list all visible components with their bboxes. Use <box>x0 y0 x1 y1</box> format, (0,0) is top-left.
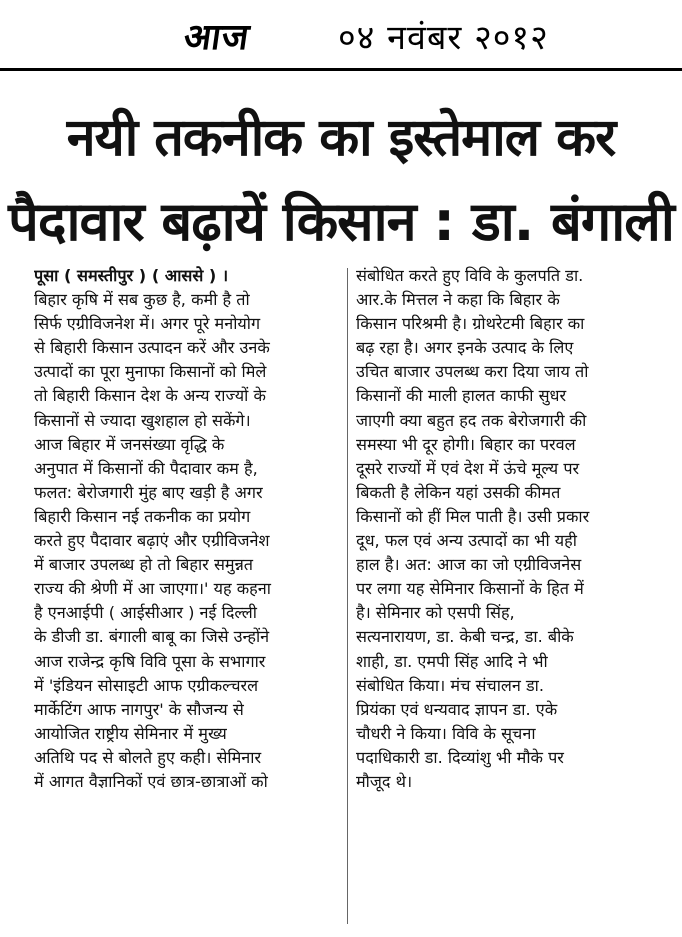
article-line: उत्पादों का पूरा मुनाफा किसानों को मिले <box>34 362 267 382</box>
article-line: दूसरे राज्यों में एवं देश में ऊंचे मूल्य पर <box>356 458 580 478</box>
article-line: पूसा ( समस्तीपुर ) ( आससे ) । <box>34 266 229 285</box>
article-line: सिर्फ एग्रीविजनेश में। अगर पूरे मनोयोग <box>34 314 261 334</box>
article-line: किसान परिश्रमी है। ग्रोथरेटमी बिहार का <box>356 314 585 334</box>
article-line: अतिथि पद से बोलते हुए कही। सेमिनार <box>34 747 262 767</box>
article-line: तो बिहारी किसान देश के अन्य राज्यों के <box>34 386 266 406</box>
article-line: आज बिहार में जनसंख्या वृद्धि के <box>34 434 225 454</box>
article-line: हाल है। अत: आज का जो एग्रीविजनेस <box>356 555 582 575</box>
article-line: उचित बाजार उपलब्ध करा दिया जाय तो <box>356 362 589 382</box>
column-divider <box>347 268 348 924</box>
article-line: में आगत वैज्ञानिकों एवं छात्र-छात्राओं को <box>34 771 268 791</box>
newspaper-logo: आज <box>181 17 253 58</box>
article-line: से बिहारी किसान उत्पादन करें और उनके <box>34 338 270 358</box>
article-line: जाएगी क्या बहुत हद तक बेरोजगारी की <box>356 410 587 430</box>
article-line: करते हुए पैदावार बढ़ाएं और एग्रीविजनेश <box>34 531 270 551</box>
article-line: चौधरी ने किया। विवि के सूचना <box>356 723 536 743</box>
article-line: बिहार कृषि में सब कुछ है, कमी है तो <box>34 290 250 310</box>
article-line: है एनआईपी ( आईसीआर ) नई दिल्ली <box>34 603 257 623</box>
article-line: दूध, फल एवं अन्य उत्पादों का भी यही <box>356 531 577 551</box>
article-line: किसानों को हीं मिल पाती है। उसी प्रकार <box>356 506 590 526</box>
article-line: फलत: बेरोजगारी मुंह बाए खड़ी है अगर <box>34 482 263 502</box>
article-line: सत्यनारायण, डा. केबी चन्द्र, डा. बीके <box>356 627 574 647</box>
article-line: में बाजार उपलब्ध हो तो बिहार समुन्नत <box>34 555 254 575</box>
article-line: बिकती है लेकिन यहां उसकी कीमत <box>356 482 561 502</box>
article-line: शाही, डा. एमपी सिंह आदि ने भी <box>356 651 548 671</box>
article-line: आयोजित राष्ट्रीय सेमिनार में मुख्य <box>34 723 227 743</box>
article-column-right <box>356 264 672 794</box>
article-line: मार्केटिंग आफ नागपुर' के सौजन्य से <box>34 699 244 719</box>
article-line: संबोधित करते हुए विवि के कुलपति डा. <box>356 266 584 285</box>
headline-line-1: नयी तकनीक का इस्तेमाल कर <box>66 108 616 168</box>
article-line: राज्य की श्रेणी में आ जाएगा।' यह कहना <box>34 579 271 599</box>
article-line: संबोधित किया। मंच संचालन डा. <box>356 675 545 695</box>
article-line: आज राजेन्द्र कृषि विवि पूसा के सभागार <box>34 651 266 671</box>
article-line: के डीजी डा. बंगाली बाबू का जिसे उन्होंने <box>34 627 270 647</box>
headline-line-2: पैदावार बढ़ायें किसान : डा. बंगाली <box>8 190 674 253</box>
article-line: अनुपात में किसानों की पैदावार कम है, <box>34 458 258 478</box>
masthead-rule <box>0 68 682 71</box>
masthead <box>0 0 682 70</box>
publication-date: ०४ नवंबर २०१२ <box>338 18 549 58</box>
article-line: में 'इंडियन सोसाइटी आफ एग्रीकल्चरल <box>34 675 259 695</box>
article-line: प्रियंका एवं धन्यवाद ज्ञापन डा. एके <box>356 699 558 719</box>
article-line: आर.के मित्तल ने कहा कि बिहार के <box>356 290 560 310</box>
article-column-left <box>34 264 340 794</box>
article-line: बढ़ रहा है। अगर इनके उत्पाद के लिए <box>356 338 574 358</box>
article-line: समस्या भी दूर होगी। बिहार का परवल <box>356 434 576 454</box>
article-line: किसानों से ज्यादा खुशहाल हो सकेंगे। <box>34 410 251 430</box>
article-line: मौजूद थे। <box>356 771 413 791</box>
article-line: किसानों की माली हालत काफी सुधर <box>356 386 567 406</box>
article-line: पर लगा यह सेमिनार किसानों के हित में <box>356 579 584 599</box>
article-line: बिहारी किसान नई तकनीक का प्रयोग <box>34 506 251 526</box>
article-line: पदाधिकारी डा. दिव्यांशु भी मौके पर <box>356 747 564 767</box>
article-line: है। सेमिनार को एसपी सिंह, <box>356 603 515 623</box>
